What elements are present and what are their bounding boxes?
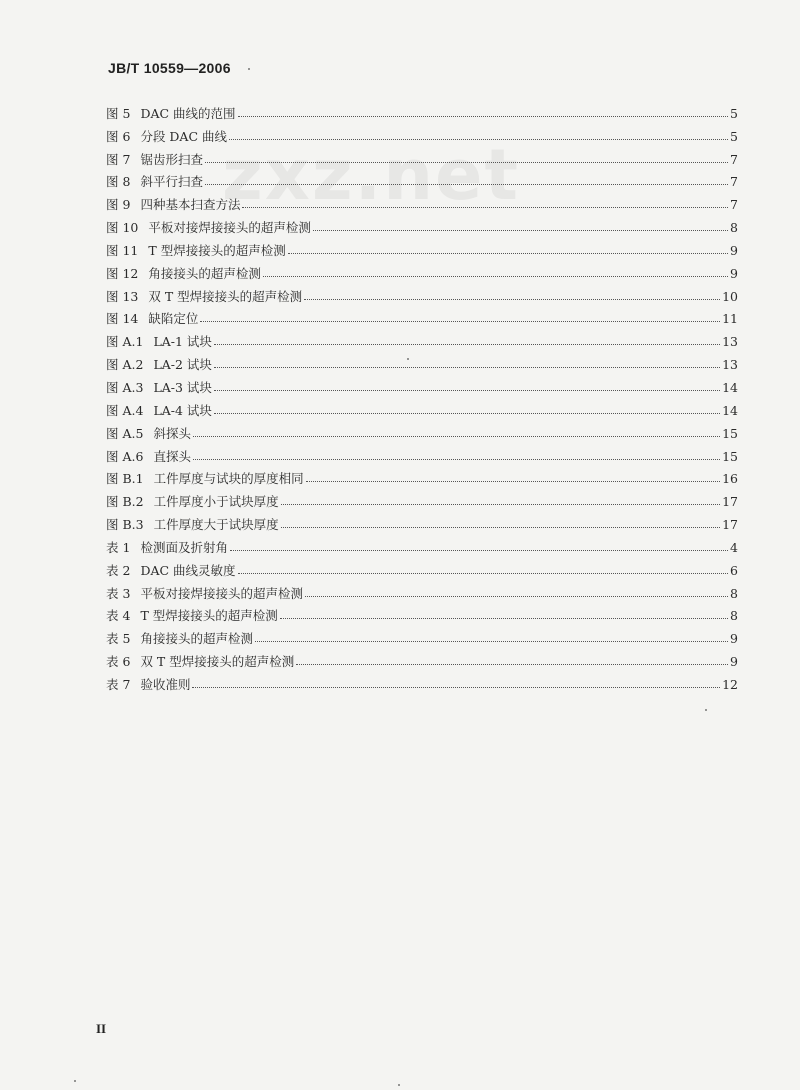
toc-entry[interactable] (106, 326, 738, 349)
toc-entry-label (106, 540, 228, 555)
toc-entry-label (106, 334, 212, 349)
leader-dots (296, 663, 728, 665)
toc-entry-number: 图 12 (106, 265, 139, 281)
scan-speck (248, 68, 250, 70)
toc-entry-title: 直探头 (153, 448, 191, 464)
toc-entry-label (106, 129, 227, 144)
toc-entry-label (106, 403, 212, 418)
toc-entry-number: 图 13 (106, 288, 139, 304)
toc-entry[interactable] (106, 532, 738, 555)
toc-entry-title: DAC 曲线灵敏度 (140, 562, 236, 578)
toc-entry[interactable] (106, 167, 738, 190)
watermark: zxz.net (222, 134, 520, 216)
toc-entry-number: 表 1 (106, 539, 131, 555)
toc-entry-label (106, 563, 236, 578)
toc-entry-page: 15 (722, 425, 738, 441)
toc-entry-page: 15 (722, 448, 738, 464)
toc-entry-page: 7 (730, 197, 738, 213)
toc-entry-title: 平板对接焊接接头的超声检测 (140, 585, 303, 601)
toc-entry-label (106, 174, 203, 189)
toc-entry-page: 8 (730, 220, 738, 236)
toc-entry-number: 图 6 (106, 128, 131, 144)
leader-dots (205, 183, 728, 185)
toc-entry-number: 图 14 (106, 311, 139, 327)
toc-entry-label (106, 494, 279, 509)
toc-entry-number: 图 A.6 (106, 448, 144, 464)
toc-entry-title: 斜平行扫查 (140, 174, 203, 190)
toc-entry[interactable] (106, 623, 738, 646)
toc-entry[interactable] (106, 304, 738, 327)
scan-speck (74, 1080, 76, 1082)
toc-entry-number: 图 B.1 (106, 471, 144, 487)
toc-entry[interactable] (106, 578, 738, 601)
leader-dots (192, 686, 720, 688)
toc-entry-number: 图 11 (106, 242, 139, 258)
toc-entry-number: 图 B.3 (106, 517, 144, 533)
toc-entry-page: 8 (730, 608, 738, 624)
leader-dots (230, 549, 728, 551)
toc-entry-page: 13 (722, 334, 738, 350)
leader-dots (229, 138, 728, 140)
leader-dots (242, 206, 728, 208)
toc-entry-label (106, 471, 304, 486)
toc-entry-number: 图 10 (106, 220, 139, 236)
toc-entry-page: 11 (722, 311, 738, 327)
toc-entry[interactable] (106, 212, 738, 235)
toc-entry[interactable] (106, 555, 738, 578)
toc-entry-number: 图 A.5 (106, 425, 144, 441)
toc-entry[interactable] (106, 281, 738, 304)
toc-entry[interactable] (106, 121, 738, 144)
leader-dots (280, 617, 728, 619)
document-id: JB/T 10559—2006 (108, 60, 231, 76)
toc-entry-number: 图 A.3 (106, 379, 144, 395)
toc-entry-number: 图 8 (106, 174, 131, 190)
toc-entry-label (106, 654, 294, 669)
toc-entry-page: 12 (722, 676, 738, 692)
toc-entry-label (106, 289, 302, 304)
leader-dots (214, 389, 720, 391)
toc-entry-number: 图 A.2 (106, 357, 144, 373)
toc-entry-page: 14 (722, 379, 738, 395)
toc-entry-label (106, 243, 286, 258)
toc-entry[interactable] (106, 372, 738, 395)
toc-entry[interactable] (106, 418, 738, 441)
toc-entry-page: 6 (730, 562, 738, 578)
toc-entry-label (106, 106, 236, 121)
scan-speck (407, 358, 409, 360)
toc-entry-label (106, 631, 253, 646)
toc-entry-number: 表 6 (106, 654, 131, 670)
toc-entry-title: 缺陷定位 (148, 311, 199, 327)
toc-entry-page: 9 (730, 242, 738, 258)
toc-entry-label (106, 517, 279, 532)
toc-entry[interactable] (106, 235, 738, 258)
toc-entry-title: 双 T 型焊接接头的超声检测 (140, 654, 295, 670)
leader-dots (193, 458, 720, 460)
toc-entry-number: 图 7 (106, 151, 131, 167)
toc-entry-number: 图 B.2 (106, 494, 144, 510)
toc-entry[interactable] (106, 669, 738, 692)
toc-entry-title: LA-2 试块 (153, 357, 212, 373)
toc-entry-label (106, 311, 198, 326)
toc-entry-page: 10 (722, 288, 738, 304)
toc-entry-title: 斜探头 (153, 425, 191, 441)
toc-entry-label (106, 677, 190, 692)
leader-dots (214, 366, 720, 368)
toc-entry[interactable] (106, 464, 738, 487)
toc-entry-number: 表 5 (106, 631, 131, 647)
leader-dots (214, 343, 720, 345)
toc-entry[interactable] (106, 509, 738, 532)
toc-entry-label (106, 586, 303, 601)
toc-entry-title: T 型焊接接头的超声检测 (140, 608, 278, 624)
toc-entry-title: 角接接头的超声检测 (140, 631, 253, 647)
toc-entry-page: 13 (722, 357, 738, 373)
scan-speck (705, 709, 707, 711)
toc-entry-label (106, 608, 278, 623)
toc-entry-title: 工件厚度与试块的厚度相同 (153, 471, 304, 487)
toc-entry-title: 锯齿形扫查 (140, 151, 203, 167)
toc-entry-number: 图 9 (106, 197, 131, 213)
toc-entry-page: 9 (730, 654, 738, 670)
leader-dots (238, 572, 728, 574)
toc-entry-label (106, 197, 240, 212)
toc-entry-title: 分段 DAC 曲线 (140, 128, 227, 144)
leader-dots (238, 115, 728, 117)
toc-entry-title: T 型焊接接头的超声检测 (148, 242, 286, 258)
toc-entry-number: 表 4 (106, 608, 131, 624)
toc-entry[interactable] (106, 441, 738, 464)
toc-entry-page: 9 (730, 631, 738, 647)
toc-entry-page: 14 (722, 402, 738, 418)
toc-entry-number: 表 2 (106, 562, 131, 578)
toc-entry-page: 8 (730, 585, 738, 601)
toc-entry-page: 5 (730, 105, 738, 121)
toc-entry[interactable] (106, 395, 738, 418)
toc-entry-title: LA-4 试块 (153, 402, 212, 418)
toc-entry[interactable] (106, 486, 738, 509)
toc-entry-number: 图 5 (106, 105, 131, 121)
leader-dots (263, 275, 728, 277)
toc-entry-title: 工件厚度大于试块厚度 (153, 517, 279, 533)
leader-dots (306, 480, 720, 482)
leader-dots (193, 435, 720, 437)
toc-entry-label (106, 380, 212, 395)
toc-entry-title: 工件厚度小于试块厚度 (153, 494, 279, 510)
page-number: II (96, 1021, 107, 1036)
leader-dots (313, 229, 728, 231)
toc-entry-number: 图 A.1 (106, 334, 144, 350)
toc-entry-page: 16 (722, 471, 738, 487)
toc-entry[interactable] (106, 189, 738, 212)
toc-entry-page: 17 (722, 517, 738, 533)
toc-entry-page: 4 (730, 539, 738, 555)
leader-dots (281, 503, 720, 505)
toc-entry-title: LA-3 试块 (153, 379, 212, 395)
toc-entry-title: 检测面及折射角 (140, 539, 228, 555)
toc-entry-page: 5 (730, 128, 738, 144)
toc-entry-number: 表 3 (106, 585, 131, 601)
leader-dots (214, 412, 720, 414)
leader-dots (288, 252, 728, 254)
toc-entry-label (106, 152, 203, 167)
toc-entry-label (106, 266, 261, 281)
table-of-contents (106, 98, 738, 692)
toc-entry-page: 7 (730, 174, 738, 190)
toc-entry-title: 平板对接焊接接头的超声检测 (148, 220, 311, 236)
toc-entry-label (106, 220, 311, 235)
toc-entry[interactable] (106, 646, 738, 669)
toc-entry-page: 9 (730, 265, 738, 281)
toc-entry-page: 7 (730, 151, 738, 167)
leader-dots (305, 595, 728, 597)
toc-entry[interactable] (106, 98, 738, 121)
toc-entry-label (106, 449, 191, 464)
leader-dots (281, 526, 720, 528)
toc-entry-title: 角接接头的超声检测 (148, 265, 261, 281)
leader-dots (205, 161, 728, 163)
toc-entry-title: DAC 曲线的范围 (140, 105, 236, 121)
leader-dots (200, 320, 720, 322)
toc-entry-label (106, 357, 212, 372)
toc-entry-number: 图 A.4 (106, 402, 144, 418)
toc-entry[interactable] (106, 601, 738, 624)
leader-dots (304, 298, 720, 300)
toc-entry-title: 验收准则 (140, 676, 191, 692)
leader-dots (255, 640, 728, 642)
toc-entry-page: 17 (722, 494, 738, 510)
toc-entry-number: 表 7 (106, 676, 131, 692)
scan-speck (398, 1084, 400, 1086)
toc-entry[interactable] (106, 349, 738, 372)
toc-entry-label (106, 426, 191, 441)
toc-entry[interactable] (106, 144, 738, 167)
toc-entry-title: LA-1 试块 (153, 334, 212, 350)
toc-entry-title: 双 T 型焊接接头的超声检测 (148, 288, 303, 304)
toc-entry[interactable] (106, 258, 738, 281)
toc-entry-title: 四种基本扫查方法 (140, 197, 241, 213)
